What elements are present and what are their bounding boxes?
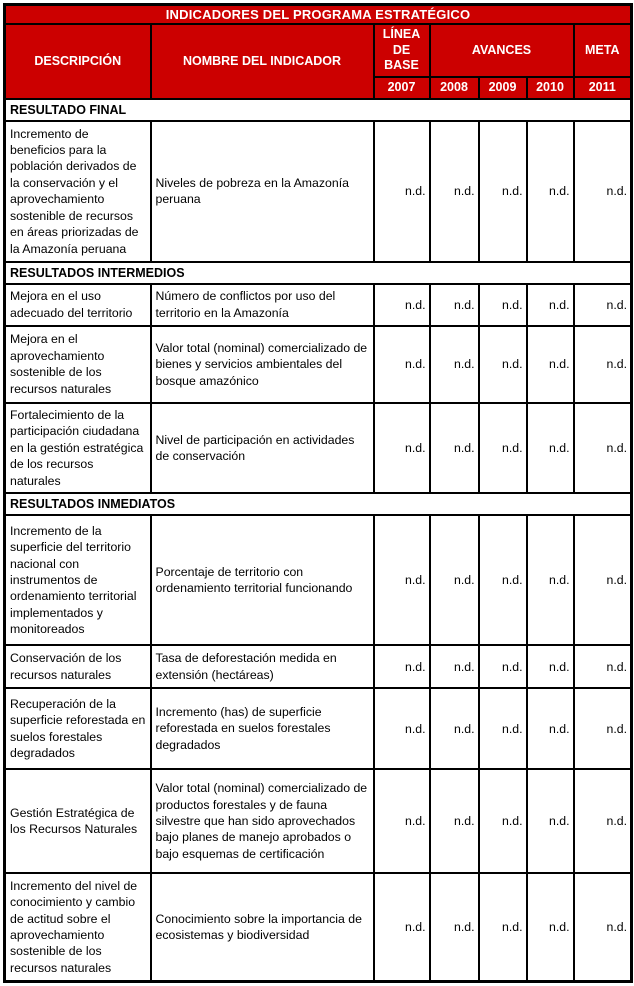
indicator-name-cell: Valor total (nominal) comercializado de productos forestales y de fauna silvestre que han sido aprovechados bajo planes de manejo aprobados o bajo esquemas de certificación <box>151 769 374 873</box>
value-cell-2010: n.d. <box>527 515 574 645</box>
year-header-2009: 2009 <box>479 77 527 99</box>
value-cell-2007: n.d. <box>374 326 430 403</box>
value-cell-2007: n.d. <box>374 769 430 873</box>
section-label: RESULTADOS INTERMEDIOS <box>5 262 632 284</box>
indicator-row <box>5 688 632 769</box>
value-cell-2010: n.d. <box>527 403 574 493</box>
value-cell-2011: n.d. <box>574 403 632 493</box>
value-cell-2007: n.d. <box>374 873 430 981</box>
value-cell-2009: n.d. <box>479 403 527 493</box>
title-row <box>5 5 632 25</box>
table-title: INDICADORES DEL PROGRAMA ESTRATÉGICO <box>5 5 632 25</box>
description-cell: Conservación de los recursos naturales <box>5 645 151 688</box>
value-cell-2011: n.d. <box>574 645 632 688</box>
value-cell-2008: n.d. <box>430 284 479 326</box>
description-cell: Recuperación de la superficie reforestada en suelos forestales degradados <box>5 688 151 769</box>
indicator-name-cell: Niveles de pobreza en la Amazonía peruana <box>151 121 374 262</box>
value-cell-2007: n.d. <box>374 515 430 645</box>
value-cell-2009: n.d. <box>479 645 527 688</box>
value-cell-2007: n.d. <box>374 284 430 326</box>
value-cell-2011: n.d. <box>574 688 632 769</box>
description-cell: Incremento de la superficie del territorio nacional con instrumentos de ordenamiento territorial implementados y monitoreados <box>5 515 151 645</box>
value-cell-2007: n.d. <box>374 403 430 493</box>
value-cell-2011: n.d. <box>574 121 632 262</box>
value-cell-2008: n.d. <box>430 326 479 403</box>
section-label: RESULTADOS INMEDIATOS <box>5 493 632 515</box>
indicator-name-cell: Tasa de deforestación medida en extensión (hectáreas) <box>151 645 374 688</box>
description-cell: Gestión Estratégica de los Recursos Naturales <box>5 769 151 873</box>
value-cell-2007: n.d. <box>374 688 430 769</box>
value-cell-2010: n.d. <box>527 769 574 873</box>
indicator-row <box>5 515 632 645</box>
year-header-2011: 2011 <box>574 77 632 99</box>
description-cell: Mejora en el uso adecuado del territorio <box>5 284 151 326</box>
value-cell-2011: n.d. <box>574 326 632 403</box>
value-cell-2008: n.d. <box>430 873 479 981</box>
indicator-name-cell: Valor total (nominal) comercializado de bienes y servicios ambientales del bosque amazónico <box>151 326 374 403</box>
section-row <box>5 493 632 515</box>
indicator-row <box>5 326 632 403</box>
indicator-row <box>5 121 632 262</box>
value-cell-2011: n.d. <box>574 873 632 981</box>
section-row <box>5 99 632 121</box>
col-header-nombre-indicador: NOMBRE DEL INDICADOR <box>151 24 374 99</box>
column-header-row <box>5 24 632 77</box>
indicator-name-cell: Conocimiento sobre la importancia de ecosistemas y biodiversidad <box>151 873 374 981</box>
value-cell-2009: n.d. <box>479 121 527 262</box>
value-cell-2010: n.d. <box>527 645 574 688</box>
value-cell-2010: n.d. <box>527 688 574 769</box>
year-header-2008: 2008 <box>430 77 479 99</box>
value-cell-2009: n.d. <box>479 284 527 326</box>
value-cell-2008: n.d. <box>430 688 479 769</box>
value-cell-2007: n.d. <box>374 645 430 688</box>
section-row <box>5 262 632 284</box>
value-cell-2008: n.d. <box>430 645 479 688</box>
value-cell-2008: n.d. <box>430 769 479 873</box>
description-cell: Incremento de beneficios para la población derivados de la conservación y el aprovechamiento sostenible de recursos en áreas priorizadas de la Amazonía peruana <box>5 121 151 262</box>
strategic-program-indicators-table <box>3 3 633 983</box>
indicator-row <box>5 645 632 688</box>
indicator-name-cell: Nivel de participación en actividades de conservación <box>151 403 374 493</box>
description-cell: Fortalecimiento de la participación ciudadana en la gestión estratégica de los recursos naturales <box>5 403 151 493</box>
col-header-linea-de-base: LÍNEA DE BASE <box>374 24 430 77</box>
year-header-2010: 2010 <box>527 77 574 99</box>
description-cell: Mejora en el aprovechamiento sostenible de los recursos naturales <box>5 326 151 403</box>
col-header-meta: META <box>574 24 632 77</box>
indicator-name-cell: Incremento (has) de superficie reforestada en suelos forestales degradados <box>151 688 374 769</box>
value-cell-2008: n.d. <box>430 515 479 645</box>
indicator-row <box>5 284 632 326</box>
indicator-row <box>5 769 632 873</box>
indicator-row <box>5 403 632 493</box>
indicator-name-cell: Número de conflictos por uso del territorio en la Amazonía <box>151 284 374 326</box>
year-header-2007: 2007 <box>374 77 430 99</box>
value-cell-2009: n.d. <box>479 769 527 873</box>
value-cell-2010: n.d. <box>527 121 574 262</box>
value-cell-2009: n.d. <box>479 515 527 645</box>
value-cell-2009: n.d. <box>479 326 527 403</box>
value-cell-2011: n.d. <box>574 769 632 873</box>
value-cell-2010: n.d. <box>527 326 574 403</box>
col-header-avances: AVANCES <box>430 24 574 77</box>
col-header-descripcion: DESCRIPCIÓN <box>5 24 151 99</box>
value-cell-2007: n.d. <box>374 121 430 262</box>
indicator-name-cell: Porcentaje de territorio con ordenamiento territorial funcionando <box>151 515 374 645</box>
description-cell: Incremento del nivel de conocimiento y cambio de actitud sobre el aprovechamiento sostenible de los recursos naturales <box>5 873 151 981</box>
value-cell-2009: n.d. <box>479 688 527 769</box>
value-cell-2010: n.d. <box>527 873 574 981</box>
value-cell-2011: n.d. <box>574 515 632 645</box>
section-label: RESULTADO FINAL <box>5 99 632 121</box>
value-cell-2009: n.d. <box>479 873 527 981</box>
value-cell-2008: n.d. <box>430 121 479 262</box>
value-cell-2008: n.d. <box>430 403 479 493</box>
value-cell-2010: n.d. <box>527 284 574 326</box>
indicator-row <box>5 873 632 981</box>
value-cell-2011: n.d. <box>574 284 632 326</box>
